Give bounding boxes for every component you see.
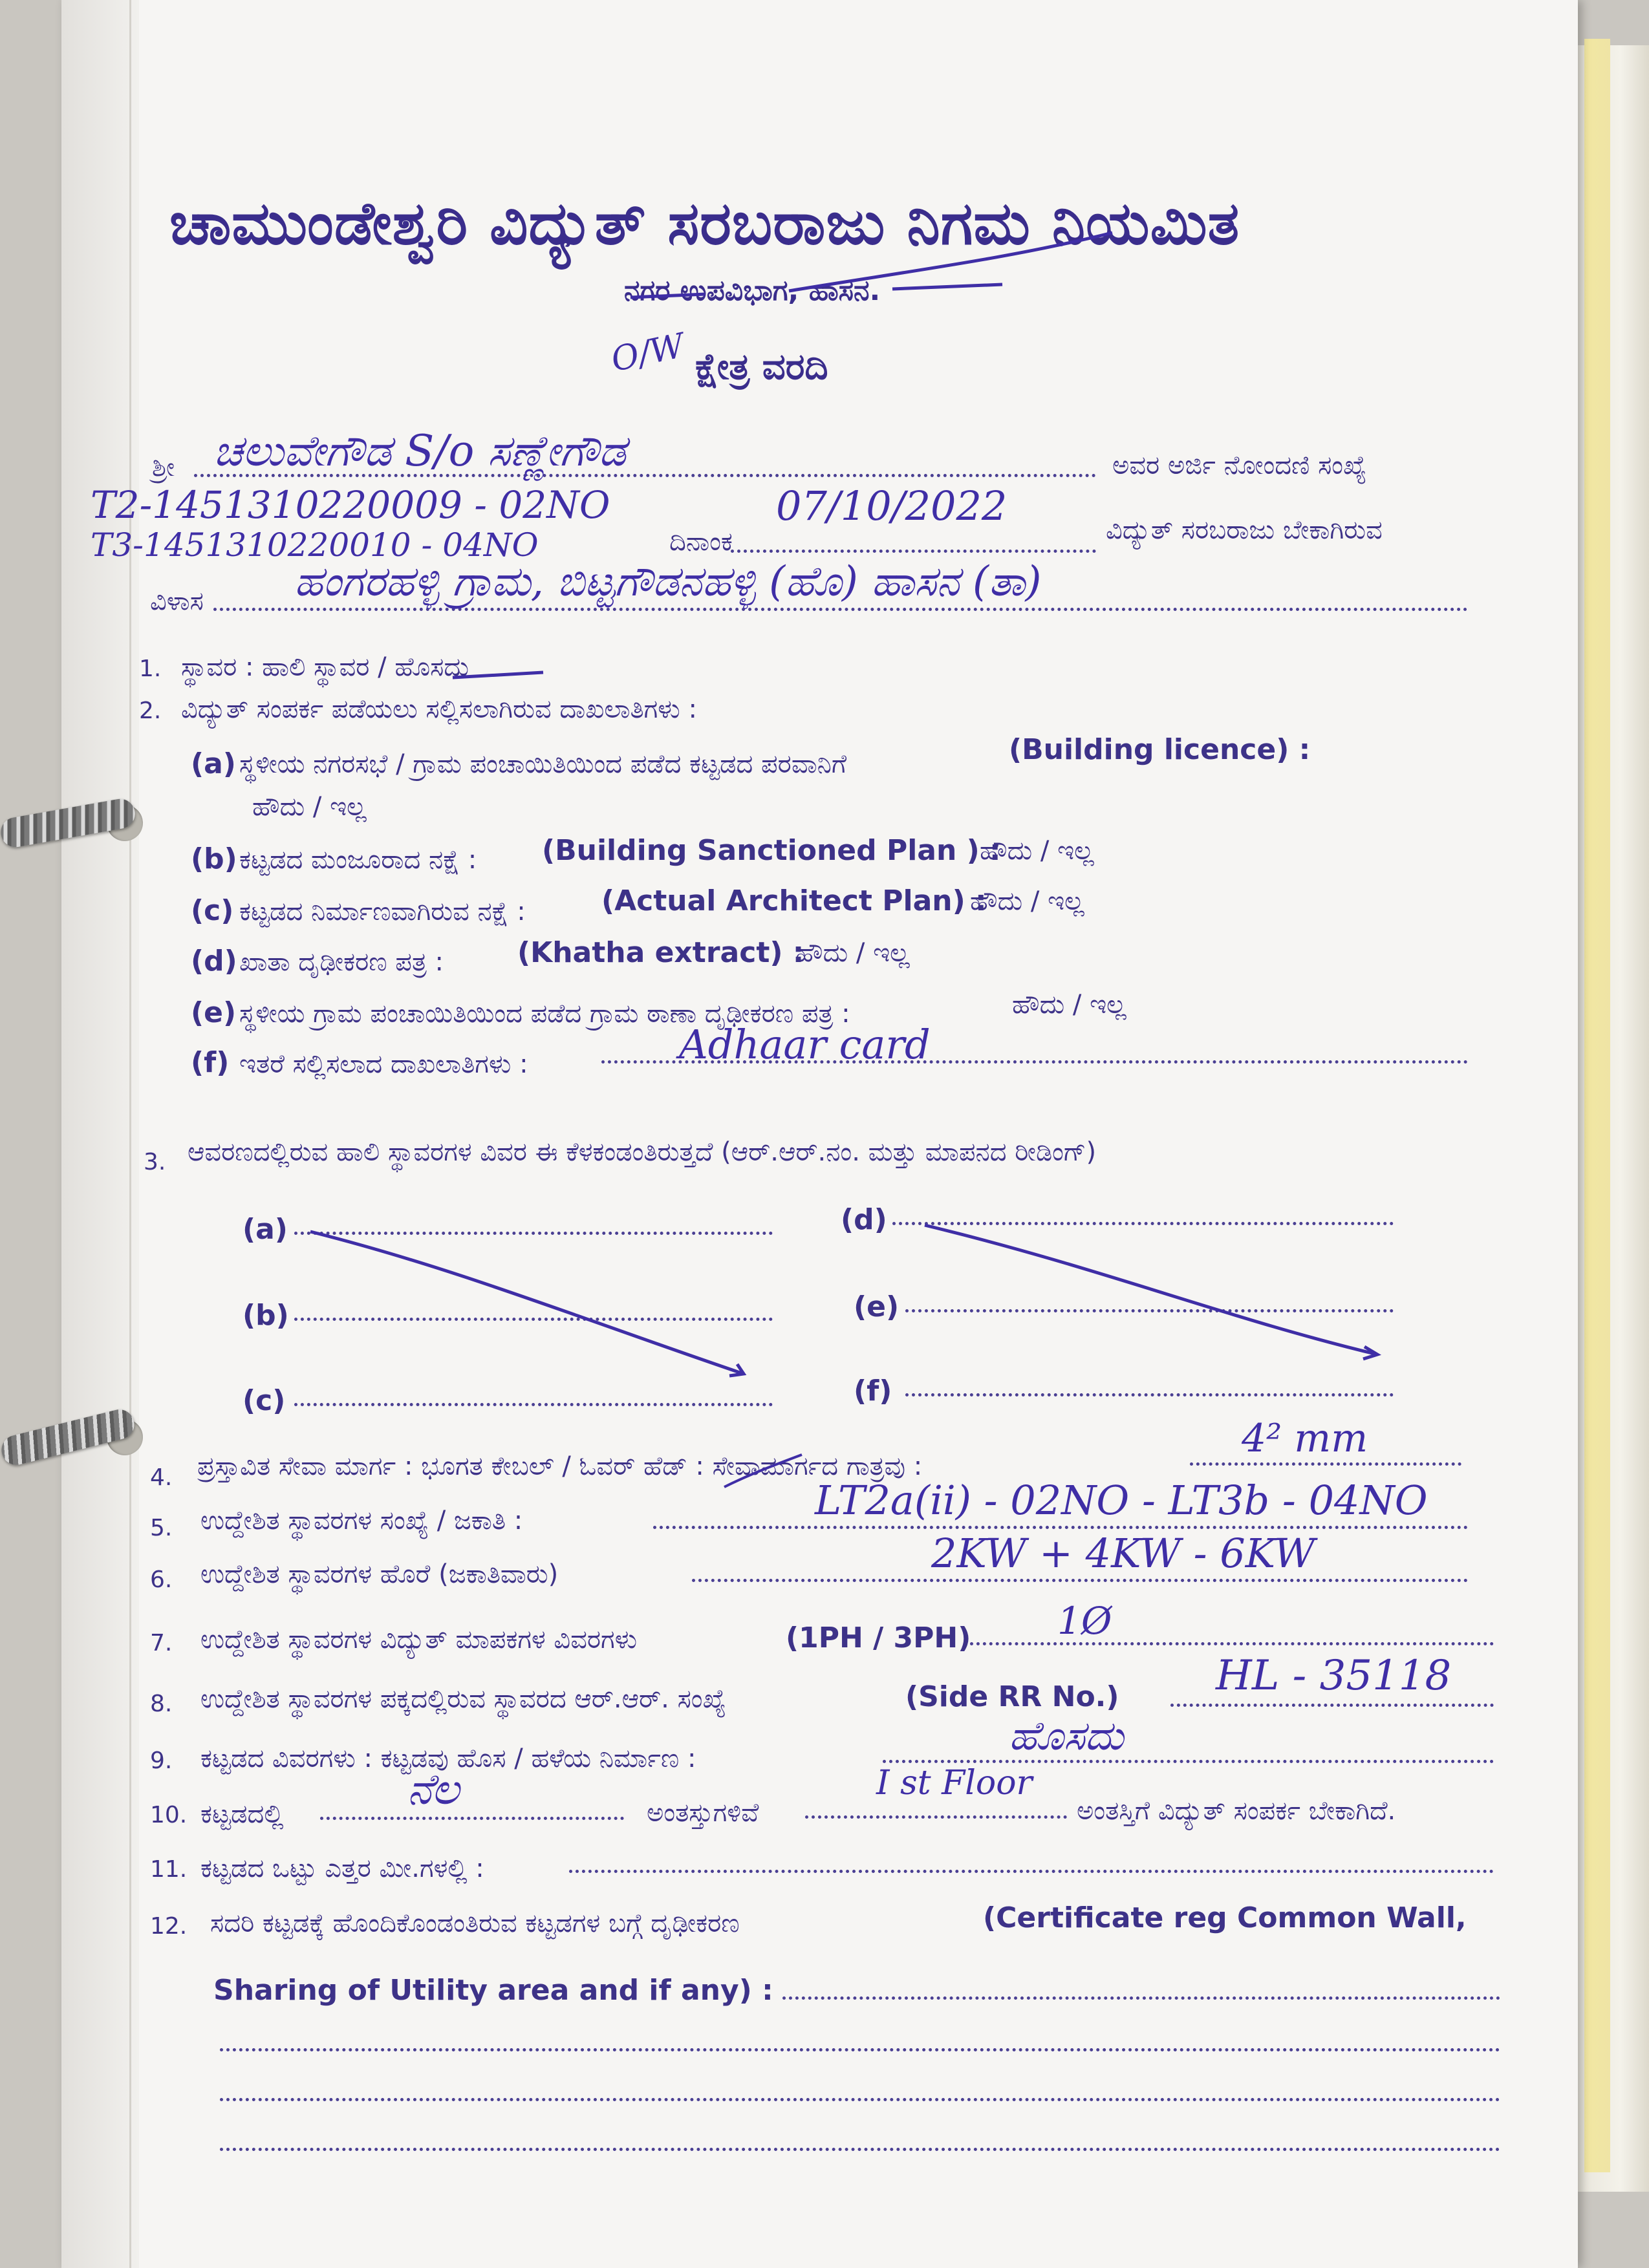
item-11-label: ಕಟ್ಟಡದ ಒಟ್ಟು ಎತ್ತರ ಮೀ.ಗಳಲ್ಲಿ :	[200, 1854, 484, 1883]
overhead-mark	[724, 1455, 802, 1487]
item-2a-label: ಸ್ಥಳೀಯ ನಗರಸಭೆ / ಗ್ರಾಮ ಪಂಚಾಯಿತಿಯಿಂದ ಪಡೆದ ಕಟ್ಟಡದ ಪರವಾನಿಗೆ	[239, 749, 847, 779]
item-10-value-b: I st Floor	[876, 1764, 1033, 1803]
item-8-label: ಉದ್ದೇಶಿತ ಸ್ಥಾವರಗಳ ಪಕ್ಕದಲ್ಲಿರುವ ಸ್ಥಾವರದ ಆರ್.ಆರ್. ಸಂಖ್ಯೆ	[200, 1684, 726, 1714]
item-5-label: ಉದ್ದೇಶಿತ ಸ್ಥಾವರಗಳ ಸಂಖ್ಯೆ / ಜಕಾತಿ :	[200, 1506, 523, 1535]
item-8-value: HL - 35118	[1216, 1652, 1452, 1700]
item-1-number: 1.	[139, 656, 162, 682]
item-6-number: 6.	[150, 1567, 173, 1593]
item-2a-options: ಹೌದು / ಇಲ್ಲ	[252, 792, 367, 822]
item-8-number: 8.	[150, 1691, 173, 1717]
subdivision-edit-stroke	[789, 233, 1112, 291]
item-10-number: 10.	[150, 1802, 188, 1828]
item-2e-label: ಸ್ಥಳೀಯ ಗ್ರಾಮ ಪಂಚಾಯಿತಿಯಿಂದ ಪಡೆದ ಗ್ರಾಮ ಠಾಣಾ ದೃಢೀಕರಣ ಪತ್ರ :	[239, 999, 850, 1029]
item-6-label: ಉದ್ದೇಶಿತ ಸ್ಥಾವರಗಳ ಹೊರೆ (ಜಕಾತಿವಾರು)	[200, 1559, 559, 1589]
item-2-number: 2.	[139, 698, 162, 724]
item-6-value: 2KW + 4KW - 6KW	[931, 1530, 1315, 1577]
name-prefix: ಶ್ರೀ	[152, 453, 175, 482]
applicant-name: ಚಲುವೇಗೌಡ S/o ಸಣ್ಣೇಗೌಡ	[213, 426, 627, 476]
item-7-value: 1Ø	[1057, 1599, 1112, 1643]
item-7-label: ಉದ್ದೇಶಿತ ಸ್ಥಾವರಗಳ ವಿದ್ಯುತ್ ಮಾಪಕಗಳ ವಿವರಗಳು	[200, 1625, 638, 1654]
item-2d-letter: (d)	[191, 945, 237, 978]
item-4-value: 4² mm	[1242, 1416, 1368, 1461]
report-title: ಕ್ಷೇತ್ರ ವರದಿ	[695, 346, 828, 388]
item-3-right-strike	[925, 1225, 1377, 1354]
item-3b-letter: (b)	[242, 1299, 289, 1332]
item-12-english: (Certificate reg Common Wall,	[983, 1901, 1467, 1934]
item-12-label: ಸದರಿ ಕಟ್ಟಡಕ್ಕೆ ಹೊಂದಿಕೊಂಡಂತಿರುವ ಕಟ್ಟಡಗಳ ಬಗ್ಗೆ ದೃಢೀಕರಣ	[210, 1909, 740, 1938]
item-2b-letter: (b)	[191, 842, 237, 875]
margin-note: O/W	[608, 326, 688, 380]
item-1-label: ಸ್ಥಾವರ : ಹಾಲಿ ಸ್ಥಾವರ / ಹೊಸದು	[181, 652, 469, 682]
item-2e-letter: (e)	[191, 996, 237, 1029]
item-3-number: 3.	[144, 1149, 166, 1175]
item-2c-label: ಕಟ್ಟಡದ ನಿರ್ಮಾಣವಾಗಿರುವ ನಕ್ಷೆ :	[239, 897, 526, 926]
subdivision-title: ನಗರ ಉಪವಿಭಾಗ, ಹಾಸನ.	[624, 274, 881, 307]
item-11-number: 11.	[150, 1856, 188, 1883]
item-12-english-2: Sharing of Utility area and if any) :	[213, 1974, 773, 2007]
reg-number-2: T3-1451310220010 - 04NO	[91, 526, 539, 564]
item-2d-options: ಹೌದು / ಇಲ್ಲ	[795, 938, 910, 968]
item-10-label-b: ಅಂತಸ್ತುಗಳಿವೆ	[647, 1798, 759, 1828]
item-10-value-a: ನೆಲ	[407, 1764, 459, 1814]
item-12-number: 12.	[150, 1913, 188, 1940]
item-7-english: (1PH / 3PH)	[786, 1621, 971, 1654]
reg-number-label: ಅವರ ಅರ್ಜಿ ನೋಂದಣಿ ಸಂಖ್ಯೆ	[1112, 451, 1367, 480]
item-2c-options: ಹೌದು / ಇಲ್ಲ	[970, 886, 1084, 916]
item-2a-letter: (a)	[191, 747, 236, 780]
item-2f-value: Adhaar card	[679, 1021, 931, 1068]
item-5-number: 5.	[150, 1515, 173, 1541]
company-title: ಚಾಮುಂಡೇಶ್ವರಿ ವಿದ್ಯುತ್ ಸರಬರಾಜು ನಿಗಮ ನಿಯಮಿತ	[169, 189, 1240, 258]
date-label: ದಿನಾಂಕ	[669, 527, 733, 557]
item-2d-label: ಖಾತಾ ದೃಢೀಕರಣ ಪತ್ರ :	[239, 947, 444, 977]
item-2a-english: (Building licence) :	[1009, 733, 1311, 766]
item-2b-options: ಹೌದು / ಇಲ್ಲ	[980, 836, 1094, 866]
address-label: ವಿಳಾಸ	[150, 586, 204, 616]
item-5-value: LT2a(ii) - 02NO - LT3b - 04NO	[815, 1477, 1428, 1524]
item-2d-english: (Khatha extract) :	[517, 936, 804, 969]
item-3a-letter: (a)	[242, 1213, 288, 1246]
item-2f-letter: (f)	[191, 1046, 230, 1079]
item-2b-english: (Building Sanctioned Plan ) :	[542, 834, 1001, 867]
item-2-label: ವಿದ್ಯುತ್ ಸಂಪರ್ಕ ಪಡೆಯಲು ಸಲ್ಲಿಸಲಾಗಿರುವ ದಾಖಲಾತಿಗಳು :	[181, 694, 697, 724]
item-9-label: ಕಟ್ಟಡದ ವಿವರಗಳು : ಕಟ್ಟಡವು ಹೊಸ / ಹಳೆಯ ನಿರ್ಮಾಣ :	[200, 1744, 696, 1773]
subdivision-strike	[630, 294, 705, 297]
reg-number-1: T2-1451310220009 - 02NO	[91, 483, 610, 527]
item-3c-letter: (c)	[242, 1384, 286, 1417]
item-8-english: (Side RR No.)	[905, 1680, 1119, 1713]
item-7-number: 7.	[150, 1630, 173, 1656]
item-10-label-c: ಅಂತಸ್ತಿಗೆ ವಿದ್ಯುತ್ ಸಂಪರ್ಕ ಬೇಕಾಗಿದೆ.	[1077, 1796, 1396, 1826]
item-4-label: ಪ್ರಸ್ತಾವಿತ ಸೇವಾ ಮಾರ್ಗ : ಭೂಗತ ಕೇಬಲ್ / ಓವರ್ ಹೆಡ್ : ಸೇವಾಮಾರ್ಗದ ಗಾತ್ರವು :	[197, 1451, 923, 1481]
supply-label: ವಿದ್ಯುತ್ ಸರಬರಾಜು ಬೇಕಾಗಿರುವ	[1106, 515, 1383, 545]
item-10-label-a: ಕಟ್ಟಡದಲ್ಲಿ	[200, 1799, 284, 1829]
item-9-value: ಹೊಸದು	[1009, 1712, 1124, 1759]
item-4-number: 4.	[150, 1464, 173, 1491]
application-date: 07/10/2022	[776, 482, 1008, 530]
item-3f-letter: (f)	[854, 1375, 892, 1407]
item-3e-letter: (e)	[854, 1290, 900, 1323]
item-2c-letter: (c)	[191, 894, 234, 927]
item-3-left-strike	[310, 1232, 744, 1374]
item-3d-letter: (d)	[841, 1203, 887, 1236]
applicant-address: ಹಂಗರಹಳ್ಳಿ ಗ್ರಾಮ, ಬಿಟ್ಟಗೌಡನಹಳ್ಳಿ (ಹೊ) ಹಾಸನ (ತಾ)	[294, 558, 1042, 606]
hassan-strike	[892, 284, 1002, 289]
item-2e-options: ಹೌದು / ಇಲ್ಲ	[1012, 990, 1126, 1020]
item-9-number: 9.	[150, 1748, 173, 1774]
item-2f-label: ಇತರೆ ಸಲ್ಲಿಸಲಾದ ದಾಖಲಾತಿಗಳು :	[239, 1049, 528, 1079]
item-2c-english: (Actual Architect Plan) :	[601, 884, 987, 917]
item-2b-label: ಕಟ್ಟಡದ ಮಂಜೂರಾದ ನಕ್ಷೆ :	[239, 845, 477, 875]
new-plant-underline	[453, 672, 543, 678]
item-3-label: ಆವರಣದಲ್ಲಿರುವ ಹಾಲಿ ಸ್ಥಾವರಗಳ ವಿವರ ಈ ಕೆಳಕಂಡಂತಿರುತ್ತದೆ (ಆರ್.ಆರ್.ನಂ. ಮತ್ತು ಮಾಪನದ ರೀಡಿಂಗ್)	[188, 1137, 1097, 1167]
